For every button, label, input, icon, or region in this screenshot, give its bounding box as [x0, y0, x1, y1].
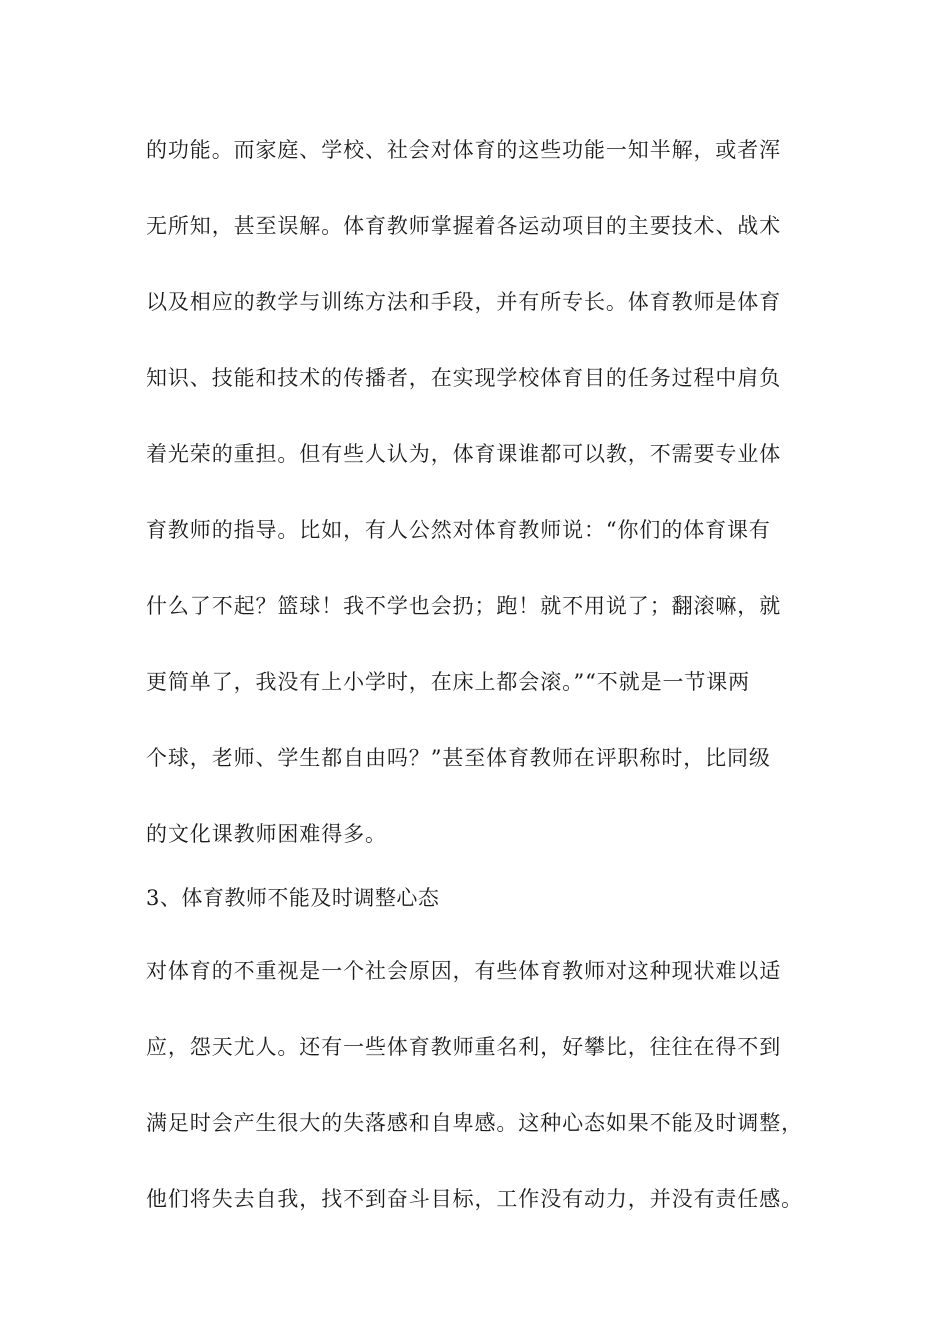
paragraph-line: 的功能。而家庭、学校、社会对体育的这些功能一知半解，或者浑: [146, 138, 782, 162]
paragraph-line: 无所知，甚至误解。体育教师掌握着各运动项目的主要技术、战术: [146, 214, 782, 238]
paragraph-line: 的文化课教师困难得多。: [146, 822, 387, 846]
paragraph-line: 满足时会产生很大的失落感和自卑感。这种心态如果不能及时调整，: [146, 1111, 803, 1135]
paragraph-line: 对体育的不重视是一个社会原因，有些体育教师对这种现状难以适: [146, 959, 782, 983]
paragraph-line: 更简单了，我没有上小学时，在床上都会滚。”“不就是一节课两: [146, 670, 751, 694]
paragraph-line: 个球，老师、学生都自由吗？”甚至体育教师在评职称时，比同级: [146, 746, 771, 770]
paragraph-line: 着光荣的重担。但有些人认为，体育课谁都可以教，不需要专业体: [146, 442, 782, 466]
section-heading: 3、体育教师不能及时调整心态: [146, 886, 440, 910]
paragraph-line: 育教师的指导。比如，有人公然对体育教师说：“你们的体育课有: [146, 518, 771, 542]
paragraph-line: 什么了不起？篮球！我不学也会扔；跑！就不用说了；翻滚嘛，就: [146, 594, 782, 618]
paragraph-line: 他们将失去自我，找不到奋斗目标，工作没有动力，并没有责任感。: [146, 1187, 803, 1211]
paragraph-line: 以及相应的教学与训练方法和手段，并有所专长。体育教师是体育: [146, 290, 782, 314]
paragraph-line: 知识、技能和技术的传播者，在实现学校体育目的任务过程中肩负: [146, 366, 782, 390]
paragraph-line: 应，怨天尤人。还有一些体育教师重名利，好攀比，往往在得不到: [146, 1035, 782, 1059]
